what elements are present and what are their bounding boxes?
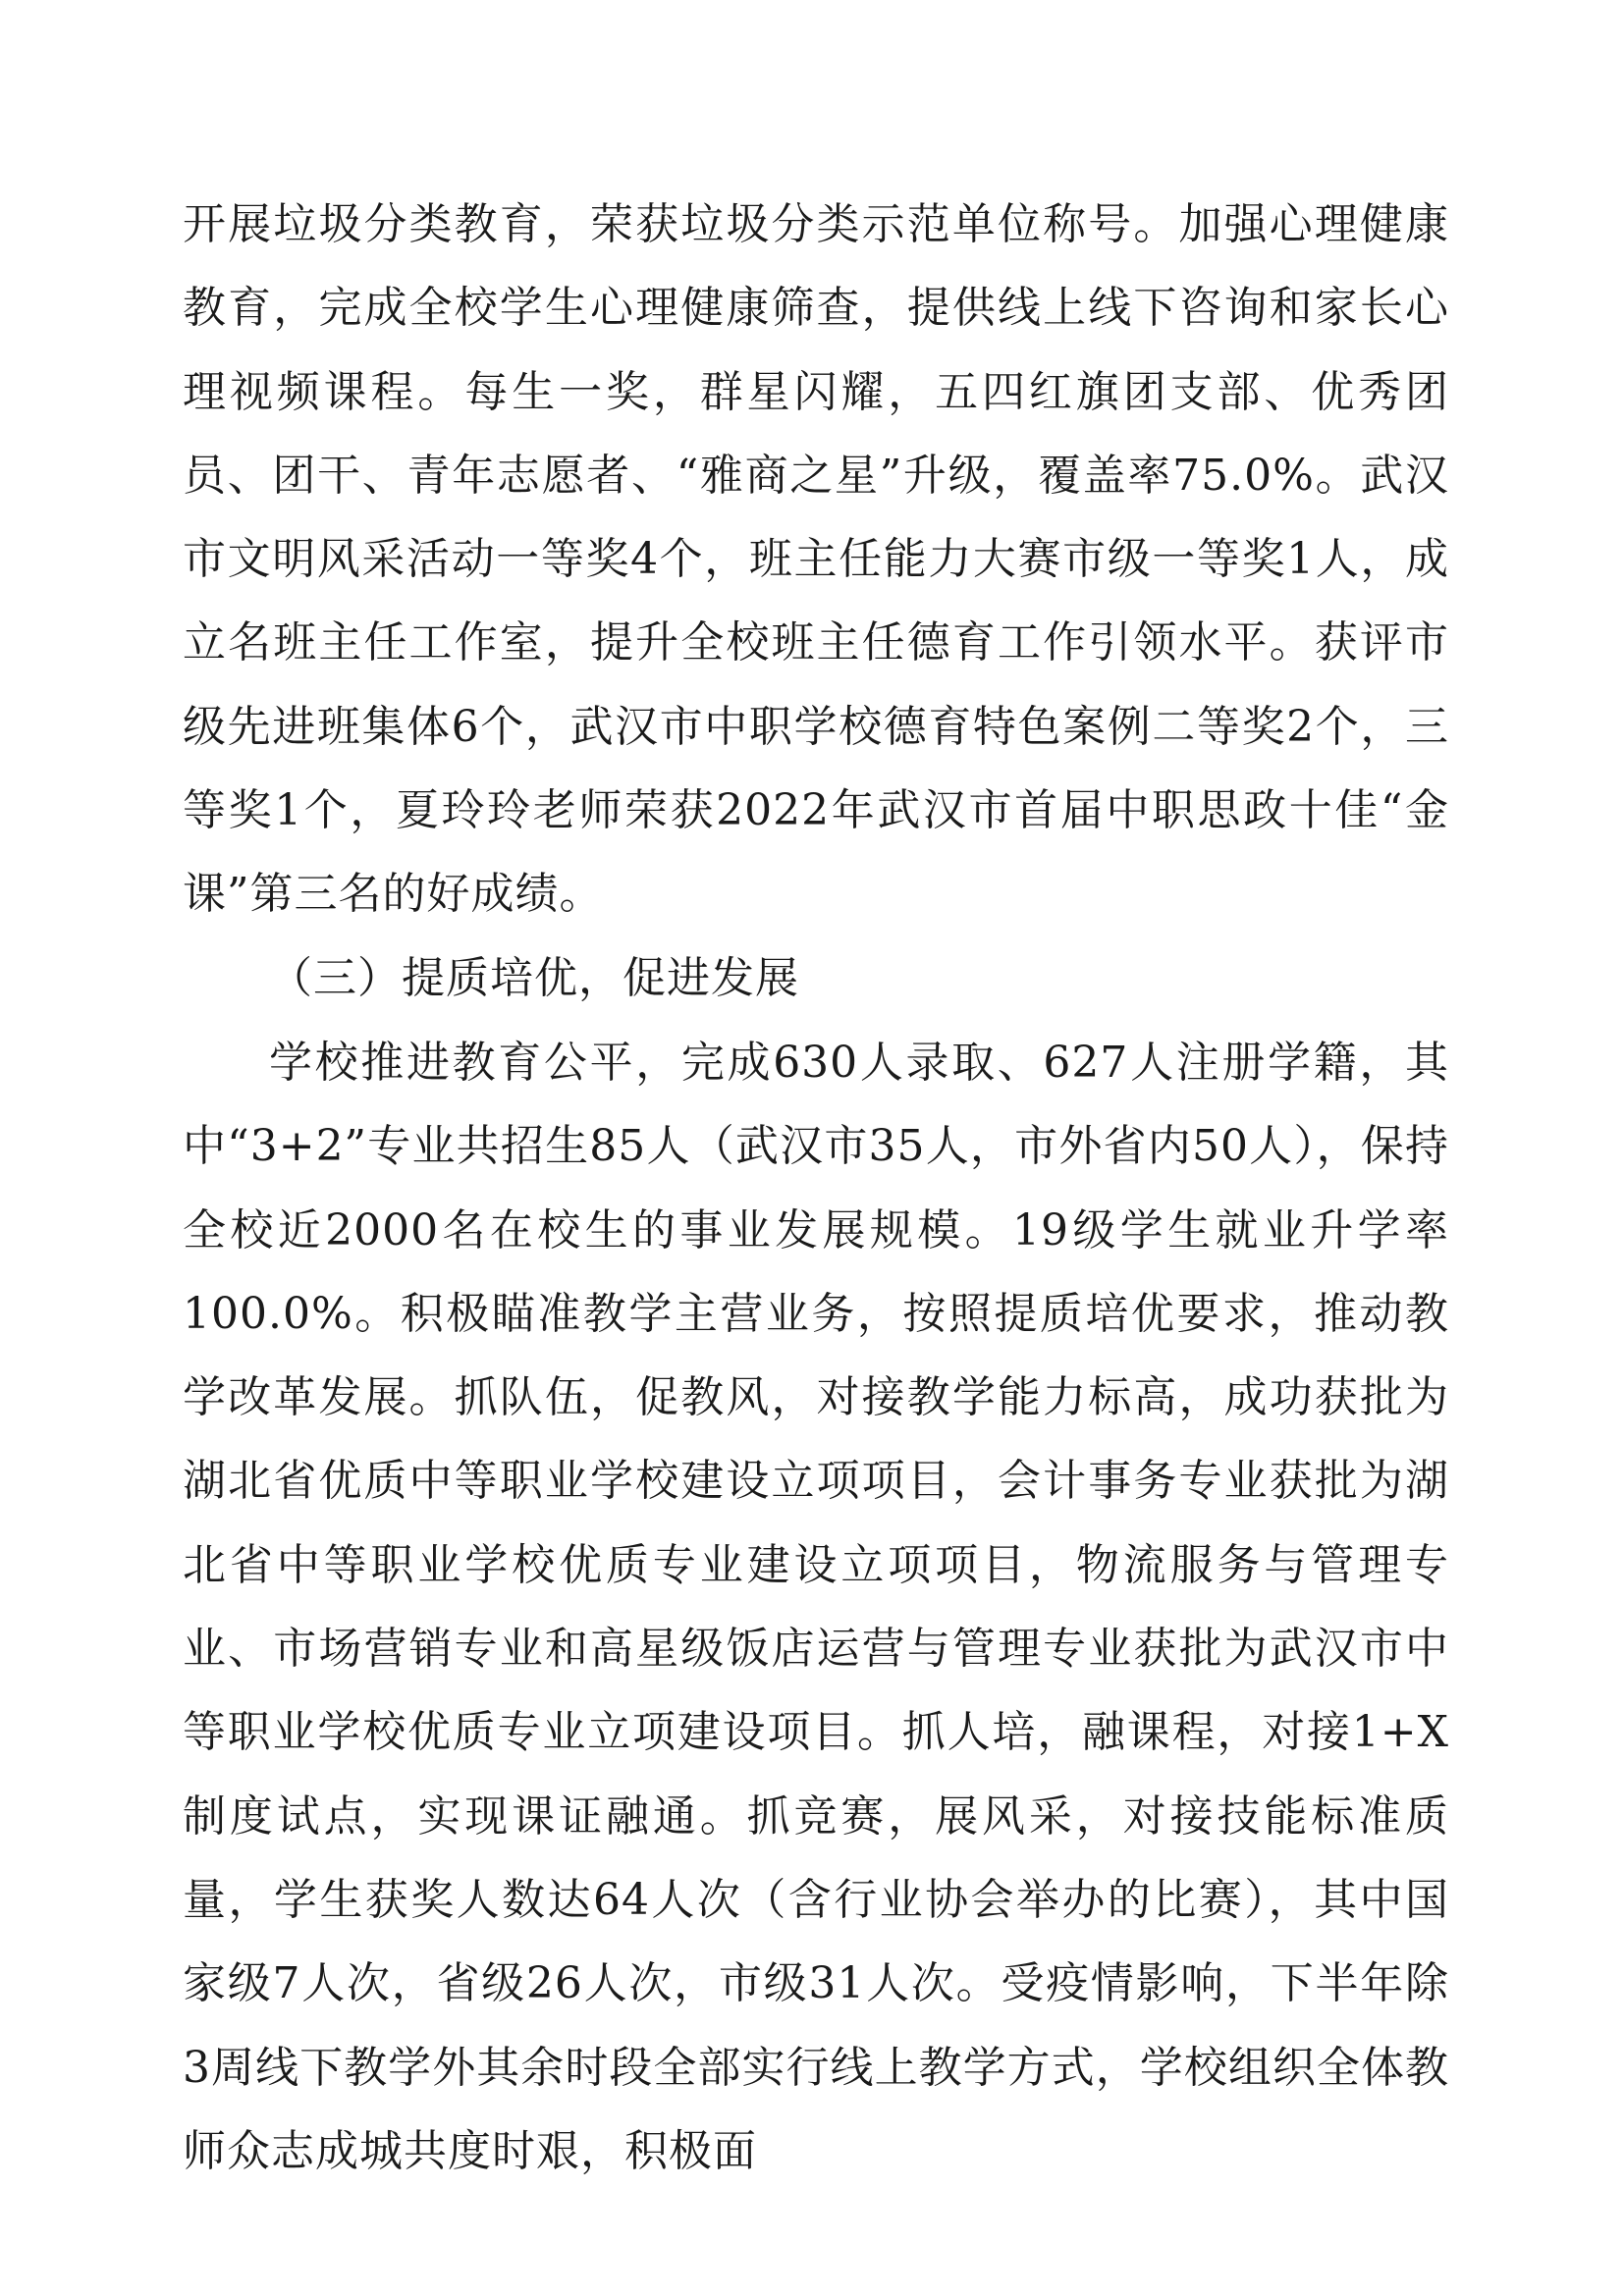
heading-text: （三）提质培优，促进发展 — [269, 953, 799, 1003]
paragraph-text: 开展垃圾分类教育，荣获垃圾分类示范单位称号。加强心理健康教育，完成全校学生心理健康筛查，提供线上线下咨询和家长心理视频课程。每生一奖，群星闪耀，五四红旗团支部、优秀团员、团干、青年志愿者、“雅商之星”升级，覆盖率75.0%。武汉市文明风采活动一等奖4个，班主任能力大赛市级一等奖1人，成立名班主任工作室，提升全校班主任德育工作引领水平。获评市级先进班集体6个，武汉市中职学校德育特色案例二等奖2个，三等奖1个，夏玲玲老师荣获2022年武汉市首届中职思政十佳“金课”第三名的好成绩。 — [183, 199, 1449, 920]
body-paragraph — [183, 183, 1449, 936]
paragraph-text: 学校推进教育公平，完成630人录取、627人注册学籍，其中“3+2”专业共招生85人（武汉市35人，市外省内50人），保持全校近2000名在校生的事业发展规模。19级学生就业升学率100.0%。积极瞄准教学主营业务，按照提质培优要求，推动教学改革发展。抓队伍，促教风，对接教学能力标高，成功获批为湖北省优质中等职业学校建设立项项目，会计事务专业获批为湖北省中等职业学校优质专业建设立项项目，物流服务与管理专业、市场营销专业和高星级饭店运营与管理专业获批为武汉市中等职业学校优质专业立项建设项目。抓人培，融课程，对接1+X制度试点，实现课证融通。抓竞赛，展风采，对接技能标准质量，学生获奖人数达64人次（含行业协会举办的比赛），其中国家级7人次，省级26人次，市级31人次。受疫情影响，下半年除3周线下教学外其余时段全部实行线上教学方式，学校组织全体教师众志成城共度时艰，积极面 — [183, 1038, 1449, 2176]
section-heading — [269, 936, 1449, 1020]
body-paragraph — [183, 1021, 1449, 2193]
